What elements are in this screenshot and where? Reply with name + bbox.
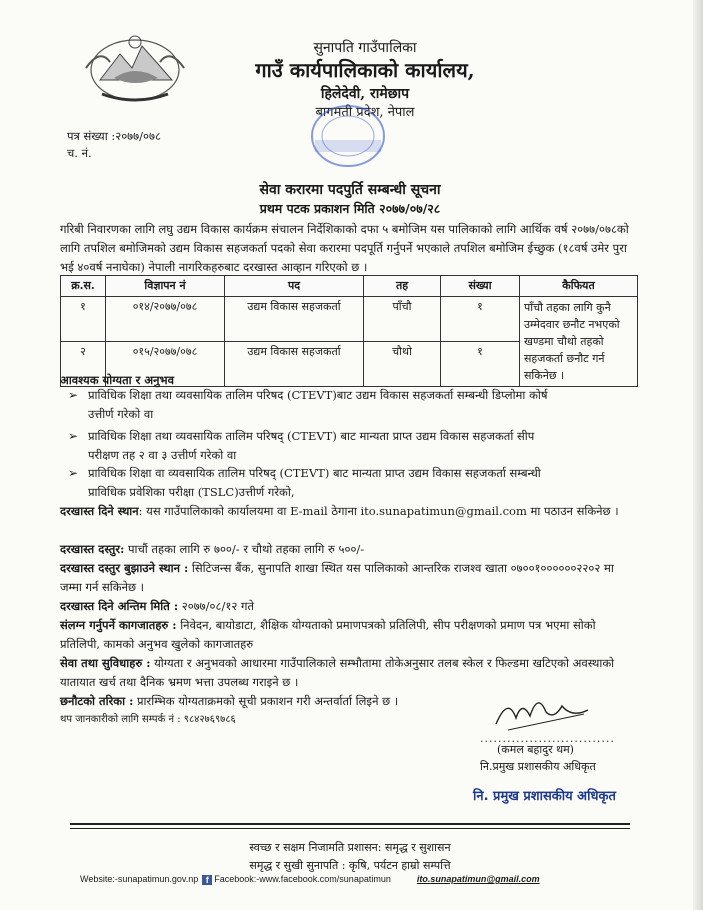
selection-method-text: प्रारम्भिक योग्यताक्रमको सूची प्रकाशन गरी अन्तर्वार्ता लिइने छ ।	[133, 694, 399, 708]
dispatch-number: च. नं.	[67, 146, 92, 160]
qualification-line: उत्तीर्ण गरेको वा	[88, 407, 154, 421]
letter-number: पत्र संख्या :२०७७/०७८	[67, 129, 161, 143]
footer-email: ito.sunapatimun@gmail.com	[416, 874, 540, 884]
application-place	[60, 502, 638, 521]
arrow-bullet-icon: ➢	[68, 429, 79, 443]
cell-post: उद्यम विकास सहजकर्ता	[225, 297, 364, 342]
table-row	[61, 297, 638, 342]
benefits	[60, 654, 638, 692]
qualification-line: प्राविधिक प्रवेशिका परीक्षा (TSLC)उत्तीर्ण गरेको,	[88, 485, 295, 499]
qualification-line: परीक्षण तह २ वा ३ उत्तीर्ण गरेको वा	[88, 448, 237, 462]
col-header-post: पद	[225, 276, 364, 297]
footer-contacts	[80, 874, 540, 885]
cell-sn: २	[61, 342, 106, 387]
intro-paragraph: गरिबी निवारणका लागि लघु उद्यम विकास कार्यक्रम संचालन निर्देशिकाको दफा ५ बमोजिम यस पालिकाको लागि आर्थिक वर्ष २०७७/०७८को लागि तपशिल बमोजिमको उद्यम विकास सहजकर्ता पदको सेवा करारमा पदपूर्ति गर्नुपर्ने भएकाले तपशिल बमोजिम ईच्छुक (१८वर्ष उमेर पुरा भई ४०वर्ष ननाघेका) नेपाली नागरिकहरुबाट दरखास्त आव्हान गरिएको छ ।	[60, 222, 629, 274]
footer-divider-thin	[70, 828, 630, 829]
office-title: गाउँ कार्यपालिकाको कार्यालय,	[255, 58, 475, 82]
footer-motto-2: समृद्ध र सुखी सुनापति : कृषि, पर्यटन हाम्रो सम्पत्ति	[249, 859, 451, 872]
col-header-ad-number: विज्ञापन नं	[106, 276, 225, 297]
footer-facebook: Facebook:-www.facebook.com/sunapatimun	[214, 874, 391, 884]
footer-website: Website:-sunapatimun.gov.np	[80, 874, 199, 884]
table-header-row	[61, 276, 638, 297]
qualification-item	[68, 427, 636, 465]
benefits-label: सेवा तथा सुविधाहरु :	[60, 656, 151, 670]
qualification-line: प्राविधिक शिक्षा तथा व्यवसायिक तालिम परिषद (CTEVT)बाट उद्यम विकास सहजकर्ता सम्बन्धी डिप्लोमा कोर्ष	[88, 388, 548, 402]
nepal-emblem-icon	[80, 28, 190, 106]
remark-line: खण्डमा चौथो तहको	[524, 335, 604, 348]
signatory-name: (कमल बहादुर थम)	[497, 743, 574, 756]
required-documents-label: संलग्न गर्नुपर्ने कागजातहरु :	[60, 618, 177, 632]
qualification-line: प्राविधिक शिक्षा तथा व्यवसायिक तालिम परिषद् (CTEVT) बाट मान्यता प्राप्त उद्यम विकास सहजकर्ता सीप	[88, 429, 535, 443]
benefits-text: योग्यता र अनुभवको आधारमा गाउँपालिकाले सम्भौतामा तोकेअनुसार तलब स्केल र फिल्डमा खटिएको अवस्थाको यातायात खर्च तथा दैनिक भ्रमण भत्ता उपलब्ध गराइने छ ।	[60, 656, 615, 689]
municipality-name: सुनापति गाउँपालिका	[313, 40, 417, 56]
fee-payment-text: सिटिजन्स बैंक, सुनापति शाखा स्थित यस पालिकाको आन्तरिक राजश्व खाता ०७००१००००००२२०२ मा जम्मा गर्न सकिनेछ ।	[60, 561, 614, 594]
cell-count: १	[441, 342, 520, 387]
cell-ad-number: ०१४/२०७७/०७८	[106, 297, 225, 342]
signature-line: ..............................	[480, 732, 615, 745]
remark-line: सहजकर्ता छनौट गर्न सकिनेछ ।	[524, 352, 605, 382]
handwritten-signature-icon	[488, 688, 598, 736]
cell-ad-number: ०१५/२०७७/०७८	[106, 342, 225, 387]
application-place-label: दरखास्त दिने स्थान	[60, 504, 139, 518]
facebook-icon: f	[202, 875, 212, 885]
qualification-item	[68, 386, 636, 424]
designation-stamp: नि. प्रमुख प्रशासकीय अधिकृत	[473, 789, 616, 804]
cell-level: चौथो	[364, 342, 441, 387]
fee-payment-label: दरखास्त दस्तुर बुझाउने स्थान :	[60, 561, 189, 575]
fee-payment-place	[60, 559, 638, 597]
application-fee	[60, 540, 638, 559]
application-fee-label: दरखास्त दस्तुर:	[60, 542, 125, 556]
footer-divider	[70, 823, 630, 825]
notice-title: सेवा करारमा पदपुर्ति सम्बन्धी सूचना	[259, 182, 441, 198]
application-fee-text: पाचौं तहका लागि रु ७००/- र चौथो तहका लागि रु ५००/-	[124, 542, 365, 556]
vacancy-table	[60, 275, 638, 387]
application-place-text: : यस गाउँपालिकाको कार्यालयमा वा E-mail ठेगाना ito.sunapatimun@gmail.com मा पठाउन सकिनेछ ।	[138, 504, 619, 518]
office-location: हिलेदेवी, रामेछाप	[320, 86, 410, 102]
cell-level: पाँचौ	[364, 297, 441, 342]
deadline-text: २०७७/०८/१२ गते	[178, 599, 255, 613]
arrow-bullet-icon: ➢	[68, 466, 79, 480]
deadline-label: दरखास्त दिने अन्तिम मिति :	[60, 599, 179, 613]
contact-number: थप जानकारीको लागि सम्पर्क नं : ९८४२७६९७८६	[60, 714, 236, 725]
footer-motto-1: स्वच्छ र सक्षम निजामति प्रशासन: समृद्ध र सुशासन	[249, 841, 451, 854]
office-stamp-icon	[307, 100, 389, 176]
cell-post: उद्यम विकास सहजकर्ता	[225, 342, 364, 387]
province-country: बागमती प्रदेश, नेपाल	[315, 105, 415, 120]
cell-count: १	[441, 297, 520, 342]
col-header-remarks: कैफियत	[520, 276, 638, 297]
required-documents	[60, 616, 638, 654]
required-documents-text: निवेदन, बायोडाटा, शैक्षिक योग्यताको प्रमाणपत्रको प्रतिलिपी, सीप परीक्षणको प्रमाण पत्र भएमा सोको प्रतिलिपी, कामको अनुभव खुलेको कागजातहरु	[60, 618, 596, 651]
page-edge	[693, 0, 703, 910]
remark-line: उम्मेदवार छनौट नभएको	[524, 318, 620, 331]
selection-method-label: छनौटको तरिका :	[60, 694, 134, 708]
deadline	[60, 597, 638, 616]
qualification-item	[68, 464, 636, 502]
qualification-line: प्राविधिक शिक्षा वा व्यवसायिक तालिम परिषद् (CTEVT) बाट मान्यता प्राप्त उद्यम विकास सहजकर्ता सम्बन्धी	[88, 466, 541, 480]
qualifications-heading: आवश्यक योग्यता र अनुभव	[60, 373, 174, 387]
arrow-bullet-icon: ➢	[68, 388, 79, 402]
cell-remarks	[520, 297, 638, 387]
signatory-designation: नि.प्रमुख प्रशासकीय अधिकृत	[480, 760, 596, 773]
publication-date: प्रथम पटक प्रकाशन मिति २०७७/०७/२८	[259, 201, 441, 216]
cell-sn: १	[61, 297, 106, 342]
remark-line: पाँचौ तहका लागि कुनै	[524, 301, 611, 314]
col-header-count: संख्या	[441, 276, 520, 297]
col-header-sn: क्र.स.	[61, 276, 106, 297]
col-header-level: तह	[364, 276, 441, 297]
